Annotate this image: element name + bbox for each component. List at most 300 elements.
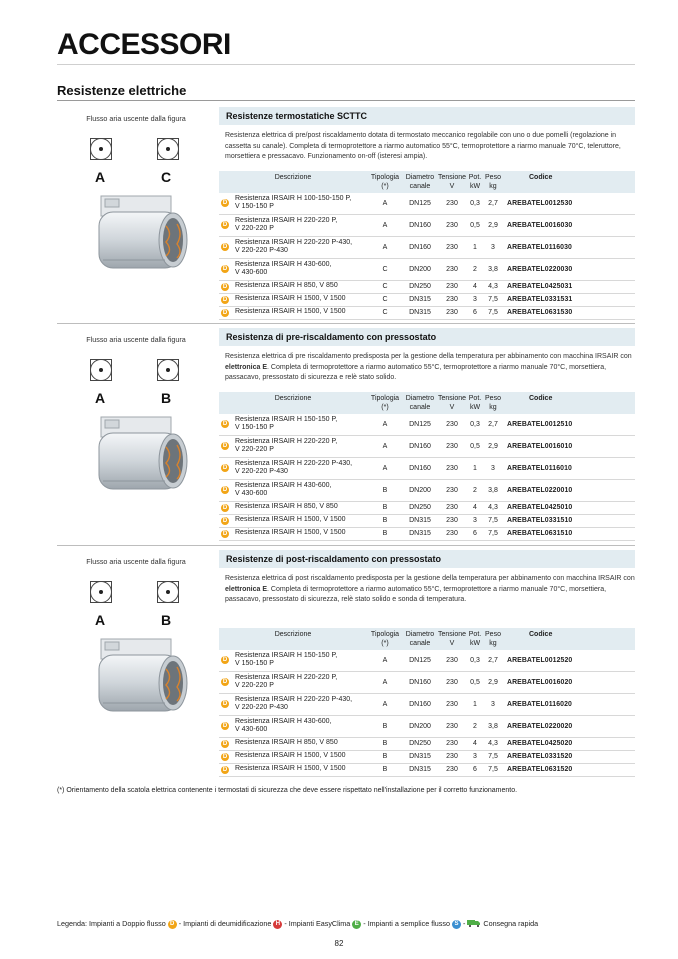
cell-peso: 2,7 xyxy=(483,414,503,436)
description-text xyxy=(235,482,332,499)
electric-heater-image xyxy=(95,415,191,493)
section-divider xyxy=(57,323,635,324)
cell-tensione: 230 xyxy=(437,501,467,514)
legend-item xyxy=(467,919,538,928)
column-header-codice xyxy=(503,628,635,650)
double-flow-badge-icon: D xyxy=(222,200,228,206)
cell-pot: 0,5 xyxy=(467,671,483,693)
cell-diametro: DN160 xyxy=(403,693,437,715)
cell-tensione: 230 xyxy=(437,763,467,776)
cell-diametro: DN315 xyxy=(403,750,437,763)
type-letter: A xyxy=(95,612,106,628)
column-header-tensione xyxy=(437,171,467,193)
cell-tensione: 230 xyxy=(437,293,467,306)
cell-codice: AREBATEL0220010 xyxy=(503,479,635,501)
cell-pot: 2 xyxy=(467,715,483,737)
description-text xyxy=(235,718,332,735)
row-description-wrap xyxy=(221,739,367,748)
cell-peso: 7,5 xyxy=(483,763,503,776)
row-description xyxy=(219,527,367,540)
cell-diametro: DN315 xyxy=(403,763,437,776)
table-row xyxy=(219,214,635,236)
header-unit: canale xyxy=(409,182,431,190)
airflow-label: Flusso aria uscente dalla figura xyxy=(86,114,186,123)
row-description-wrap xyxy=(221,416,367,433)
double-flow-badge-icon: D xyxy=(222,309,228,316)
description-line: Resistenza IRSAIR H 1500, V 1500 xyxy=(235,765,346,773)
product-table xyxy=(219,171,635,320)
cell-pot: 4 xyxy=(467,737,483,750)
description-text xyxy=(235,765,346,774)
cell-diametro: DN160 xyxy=(403,214,437,236)
description-line: V 430-600 xyxy=(235,269,268,276)
cell-peso: 4,3 xyxy=(483,737,503,750)
row-description-wrap xyxy=(221,308,367,317)
column-header-descrizione xyxy=(219,628,367,650)
row-description-wrap xyxy=(221,674,367,691)
cell-codice: AREBATEL0631520 xyxy=(503,763,635,776)
description-line: V 220-220 P xyxy=(235,225,274,232)
cell-diametro: DN250 xyxy=(403,280,437,293)
header-label: Codice xyxy=(529,173,553,181)
cell-pot: 1 xyxy=(467,236,483,258)
column-header-tipologia xyxy=(367,392,403,414)
description-line: Resistenza IRSAIR H 430-600, xyxy=(235,717,332,725)
column-header-tipologia xyxy=(367,171,403,193)
description-line: Resistenza IRSAIR H 850, V 850 xyxy=(235,503,338,511)
row-description xyxy=(219,214,367,236)
table-row xyxy=(219,737,635,750)
airflow-symbol-side-icon xyxy=(157,581,179,603)
row-description-wrap xyxy=(221,239,367,256)
double-flow-badge-icon: D xyxy=(222,517,228,524)
section-panel xyxy=(219,550,635,777)
cell-pot: 2 xyxy=(467,479,483,501)
description-line: Resistenza IRSAIR H 430-600, xyxy=(235,260,332,268)
cell-tipologia: A xyxy=(367,214,403,236)
header-label: Diametro xyxy=(405,173,435,181)
footnote: (*) Orientamento della scatola elettrica contenente i termostati di sicurezza che deve essere rispettato nell'installazione per il corretto funzionamento. xyxy=(57,787,518,794)
cell-tensione: 230 xyxy=(437,457,467,479)
table-row xyxy=(219,514,635,527)
column-header-tipologia xyxy=(367,628,403,650)
cell-peso: 7,5 xyxy=(483,527,503,540)
header-unit: (*) xyxy=(381,403,389,411)
description-text xyxy=(235,295,346,304)
cell-pot: 6 xyxy=(467,763,483,776)
cell-tipologia: C xyxy=(367,258,403,280)
legend-badge-icon: H xyxy=(273,920,282,929)
double-flow-badge-icon: D xyxy=(222,421,228,427)
row-description xyxy=(219,750,367,763)
double-flow-badge-icon: D xyxy=(222,244,228,250)
header-unit: kg xyxy=(489,182,497,190)
double-flow-badge-icon: D xyxy=(222,443,228,449)
description-line: V 220-220 P xyxy=(235,682,274,689)
cell-tensione: 230 xyxy=(437,435,467,457)
header-label: Diametro xyxy=(405,394,435,402)
double-flow-badge-icon: D xyxy=(222,723,228,729)
header-label: Diametro xyxy=(405,630,435,638)
section-description: Resistenza elettrica di post riscaldamento predisposta per la gestione della temperatura per abbinamento con macchina IRSAIR con elettronica E. Completa di termoprotettore a riarmo automatico 55°C, termoprotettore a riarmo manuale 70°C, morsettiera, passacavo, pressostato di sicurezza, relè stato solido e sonda di temperatura. xyxy=(225,575,635,603)
table-row xyxy=(219,293,635,306)
column-header-codice xyxy=(503,392,635,414)
row-description xyxy=(219,693,367,715)
header-unit: V xyxy=(449,403,455,411)
description-text xyxy=(235,739,338,748)
description-line: Resistenza IRSAIR H 220-220 P-430, xyxy=(235,238,353,246)
header-label: Pot. xyxy=(468,394,482,402)
column-header-diametro xyxy=(403,171,437,193)
description-line: V 430-600 xyxy=(235,726,268,733)
title-divider xyxy=(57,64,635,65)
section-description: Resistenza elettrica di pre riscaldamento predisposta per la gestione della temperatura per abbinamento con macchina IRSAIR con elettronica E. Completa di termoprotettore a riarmo automatico 55°C, termoprotettore a riarmo manuale 70°C, morsettiera, passacavo, pressostato di sicurezza e relè stato solido. xyxy=(225,353,632,381)
column-header-peso xyxy=(483,628,503,650)
description-line: Resistenza IRSAIR H 150-150 P, xyxy=(235,415,338,423)
description-line: Resistenza IRSAIR H 1500, V 1500 xyxy=(235,308,346,316)
cell-peso: 3,8 xyxy=(483,258,503,280)
row-description xyxy=(219,293,367,306)
description-line: V 150-150 P xyxy=(235,203,274,210)
double-flow-badge-icon: D xyxy=(222,266,228,272)
page-title: ACCESSORI xyxy=(57,28,231,61)
description-text xyxy=(235,652,337,669)
row-description-wrap xyxy=(221,261,367,278)
description-line: V 430-600 xyxy=(235,490,268,497)
cell-peso: 7,5 xyxy=(483,514,503,527)
legend-label: Impianti di deumidificazione xyxy=(183,919,272,928)
legend-item xyxy=(289,919,368,928)
header-label: Peso xyxy=(485,630,501,638)
description-line: Resistenza IRSAIR H 100-150-150 P, xyxy=(235,194,352,202)
header-label: Tipologia xyxy=(370,394,400,402)
description-line: V 150-150 P xyxy=(235,660,274,667)
cell-pot: 0,3 xyxy=(467,193,483,215)
row-description-wrap xyxy=(221,217,367,234)
cell-tensione: 230 xyxy=(437,258,467,280)
cell-codice: AREBATEL0012510 xyxy=(503,414,635,436)
cell-tensione: 230 xyxy=(437,693,467,715)
cell-pot: 1 xyxy=(467,457,483,479)
cell-tensione: 230 xyxy=(437,750,467,763)
header-unit: V xyxy=(449,182,455,190)
page-subtitle: Resistenze elettriche xyxy=(57,83,187,98)
legend-label: Impianti EasyClima xyxy=(288,919,351,928)
row-description-wrap xyxy=(221,460,367,477)
table-row xyxy=(219,527,635,540)
emphasis: elettronica E xyxy=(225,585,268,593)
airflow-symbol-bottom-icon xyxy=(90,581,112,603)
table-header xyxy=(219,171,635,193)
center-dot-icon xyxy=(166,368,170,372)
cell-tipologia: A xyxy=(367,693,403,715)
cell-codice: AREBATEL0220030 xyxy=(503,258,635,280)
header-label: Descrizione xyxy=(274,630,312,638)
row-description xyxy=(219,258,367,280)
cell-pot: 6 xyxy=(467,306,483,319)
cell-codice: AREBATEL0220020 xyxy=(503,715,635,737)
center-dot-icon xyxy=(99,147,103,151)
type-letter: A xyxy=(95,390,106,406)
cell-codice: AREBATEL0016020 xyxy=(503,671,635,693)
cell-peso: 7,5 xyxy=(483,293,503,306)
cell-diametro: DN160 xyxy=(403,435,437,457)
row-description-wrap xyxy=(221,503,367,512)
cell-pot: 4 xyxy=(467,280,483,293)
electric-heater-image xyxy=(95,637,191,715)
cell-codice: AREBATEL0116020 xyxy=(503,693,635,715)
row-description xyxy=(219,671,367,693)
header-label: Descrizione xyxy=(274,173,312,181)
description-line: Resistenza IRSAIR H 1500, V 1500 xyxy=(235,516,346,524)
legend-items xyxy=(89,919,538,928)
header-unit: canale xyxy=(409,639,431,647)
description-text xyxy=(235,195,351,212)
double-flow-badge-icon: D xyxy=(222,766,228,773)
cell-peso: 3 xyxy=(483,693,503,715)
cell-peso: 2,7 xyxy=(483,193,503,215)
cell-diametro: DN200 xyxy=(403,479,437,501)
product-table xyxy=(219,628,635,777)
cell-tipologia: A xyxy=(367,671,403,693)
description-text xyxy=(235,529,346,538)
legend-prefix: Legenda: xyxy=(57,919,87,928)
cell-tipologia: C xyxy=(367,306,403,319)
header-unit: canale xyxy=(409,403,431,411)
row-description-wrap xyxy=(221,718,367,735)
cell-codice: AREBATEL0016010 xyxy=(503,435,635,457)
legend-item xyxy=(368,919,468,928)
row-description xyxy=(219,236,367,258)
table-row xyxy=(219,414,635,436)
section-panel xyxy=(219,107,635,320)
table-row xyxy=(219,306,635,319)
row-description-wrap xyxy=(221,752,367,761)
section-figure xyxy=(57,114,215,185)
legend-separator: - xyxy=(176,919,184,928)
column-header-pot xyxy=(467,628,483,650)
cell-pot: 0,3 xyxy=(467,414,483,436)
cell-diametro: DN250 xyxy=(403,501,437,514)
row-description xyxy=(219,737,367,750)
cell-tipologia: B xyxy=(367,479,403,501)
header-unit: (*) xyxy=(381,182,389,190)
column-header-tensione xyxy=(437,628,467,650)
row-description-wrap xyxy=(221,696,367,713)
table-row xyxy=(219,750,635,763)
column-header-descrizione xyxy=(219,392,367,414)
row-description-wrap xyxy=(221,195,367,212)
cell-tipologia: B xyxy=(367,715,403,737)
row-description-wrap xyxy=(221,529,367,538)
cell-codice: AREBATEL0012530 xyxy=(503,193,635,215)
cell-tensione: 230 xyxy=(437,214,467,236)
cell-tensione: 230 xyxy=(437,527,467,540)
fast-delivery-truck-icon xyxy=(467,919,481,929)
cell-diametro: DN315 xyxy=(403,527,437,540)
description-text xyxy=(235,674,337,691)
header-label: Pot. xyxy=(468,630,482,638)
cell-tensione: 230 xyxy=(437,414,467,436)
center-dot-icon xyxy=(99,590,103,594)
legend xyxy=(57,919,538,929)
header-unit: kW xyxy=(469,639,481,647)
description-line: Resistenza IRSAIR H 220-220 P, xyxy=(235,437,338,445)
table-row xyxy=(219,693,635,715)
description-text xyxy=(235,516,346,525)
column-header-tensione xyxy=(437,392,467,414)
cell-tipologia: B xyxy=(367,763,403,776)
legend-separator: - xyxy=(460,919,468,928)
cell-pot: 4 xyxy=(467,501,483,514)
header-label: Peso xyxy=(485,394,501,402)
row-description xyxy=(219,280,367,293)
cell-peso: 7,5 xyxy=(483,750,503,763)
cell-diametro: DN250 xyxy=(403,737,437,750)
double-flow-badge-icon: D xyxy=(222,465,228,471)
cell-tipologia: C xyxy=(367,280,403,293)
cell-tipologia: A xyxy=(367,236,403,258)
row-description-wrap xyxy=(221,652,367,669)
cell-codice: AREBATEL0631510 xyxy=(503,527,635,540)
header-label: Tipologia xyxy=(370,630,400,638)
description-line: Resistenza IRSAIR H 150-150 P, xyxy=(235,651,338,659)
section-title: Resistenze di post-riscaldamento con pressostato xyxy=(219,550,635,568)
header-label: Codice xyxy=(529,630,553,638)
table-header xyxy=(219,392,635,414)
row-description xyxy=(219,457,367,479)
table-row xyxy=(219,763,635,776)
airflow-symbol-bottom-icon xyxy=(90,138,112,160)
double-flow-badge-icon: D xyxy=(222,740,228,747)
row-description xyxy=(219,479,367,501)
legend-separator: - xyxy=(361,919,368,928)
cell-tensione: 230 xyxy=(437,193,467,215)
cell-peso: 3,8 xyxy=(483,715,503,737)
description-line: V 220-220 P-430 xyxy=(235,468,288,475)
type-letter: B xyxy=(161,612,172,628)
description-text xyxy=(235,438,337,455)
description-line: V 220-220 P-430 xyxy=(235,247,288,254)
airflow-symbol-side-icon xyxy=(157,359,179,381)
cell-pot: 2 xyxy=(467,258,483,280)
section-panel xyxy=(219,328,635,541)
center-dot-icon xyxy=(99,368,103,372)
description-text xyxy=(235,752,346,761)
description-text xyxy=(235,217,337,234)
cell-pot: 3 xyxy=(467,293,483,306)
header-label: Descrizione xyxy=(274,394,312,402)
double-flow-badge-icon: D xyxy=(222,679,228,685)
type-letter: C xyxy=(161,169,172,185)
cell-peso: 7,5 xyxy=(483,306,503,319)
cell-tensione: 230 xyxy=(437,671,467,693)
header-label: Peso xyxy=(485,173,501,181)
cell-peso: 3,8 xyxy=(483,479,503,501)
airflow-symbol-side-icon xyxy=(157,138,179,160)
cell-codice: AREBATEL0116030 xyxy=(503,236,635,258)
cell-diametro: DN160 xyxy=(403,457,437,479)
legend-separator: - xyxy=(282,919,289,928)
cell-tipologia: C xyxy=(367,293,403,306)
cell-codice: AREBATEL0631530 xyxy=(503,306,635,319)
cell-tensione: 230 xyxy=(437,236,467,258)
type-letter: A xyxy=(95,169,106,185)
legend-label: Impianti a Doppio flusso xyxy=(88,919,166,928)
legend-badge-icon: D xyxy=(168,920,177,929)
cell-tipologia: A xyxy=(367,435,403,457)
table-row xyxy=(219,236,635,258)
legend-label: Impianti a semplice flusso xyxy=(367,919,450,928)
product-table xyxy=(219,392,635,541)
cell-pot: 3 xyxy=(467,750,483,763)
row-description-wrap xyxy=(221,765,367,774)
cell-tensione: 230 xyxy=(437,479,467,501)
section-figure xyxy=(57,557,215,628)
cell-tipologia: B xyxy=(367,514,403,527)
double-flow-badge-icon: D xyxy=(222,753,228,760)
description-text xyxy=(235,239,352,256)
row-description xyxy=(219,435,367,457)
row-description-wrap xyxy=(221,282,367,291)
table-row xyxy=(219,193,635,215)
section-title: Resistenza di pre-riscaldamento con pressostato xyxy=(219,328,635,346)
cell-tensione: 230 xyxy=(437,715,467,737)
cell-tensione: 230 xyxy=(437,650,467,672)
cell-tipologia: A xyxy=(367,193,403,215)
column-header-peso xyxy=(483,171,503,193)
page-number: 82 xyxy=(334,939,344,948)
table-header xyxy=(219,628,635,650)
type-letter: B xyxy=(161,390,172,406)
header-label: Codice xyxy=(529,394,553,402)
description-line: Resistenza IRSAIR H 220-220 P-430, xyxy=(235,459,353,467)
table-row xyxy=(219,715,635,737)
double-flow-badge-icon: D xyxy=(222,657,228,663)
cell-pot: 6 xyxy=(467,527,483,540)
row-description xyxy=(219,715,367,737)
legend-label: Consegna rapida xyxy=(483,919,539,928)
center-dot-icon xyxy=(166,147,170,151)
row-description xyxy=(219,306,367,319)
row-description xyxy=(219,193,367,215)
cell-peso: 4,3 xyxy=(483,501,503,514)
legend-item xyxy=(183,919,289,928)
row-description-wrap xyxy=(221,295,367,304)
description-line: Resistenza IRSAIR H 1500, V 1500 xyxy=(235,752,346,760)
header-unit: (*) xyxy=(381,639,389,647)
cell-peso: 2,9 xyxy=(483,214,503,236)
header-label: Tensione xyxy=(437,173,467,181)
row-description xyxy=(219,763,367,776)
header-label: Pot. xyxy=(468,173,482,181)
legend-item xyxy=(89,919,183,928)
cell-codice: AREBATEL0012520 xyxy=(503,650,635,672)
cell-tipologia: B xyxy=(367,527,403,540)
emphasis: elettronica E xyxy=(225,363,268,371)
column-header-diametro xyxy=(403,628,437,650)
column-header-pot xyxy=(467,392,483,414)
cell-codice: AREBATEL0331520 xyxy=(503,750,635,763)
airflow-symbol-bottom-icon xyxy=(90,359,112,381)
double-flow-badge-icon: D xyxy=(222,222,228,228)
cell-diametro: DN125 xyxy=(403,414,437,436)
column-header-diametro xyxy=(403,392,437,414)
description-line: Resistenza IRSAIR H 220-220 P, xyxy=(235,673,338,681)
cell-diametro: DN315 xyxy=(403,306,437,319)
subtitle-divider xyxy=(57,100,635,101)
cell-codice: AREBATEL0016030 xyxy=(503,214,635,236)
